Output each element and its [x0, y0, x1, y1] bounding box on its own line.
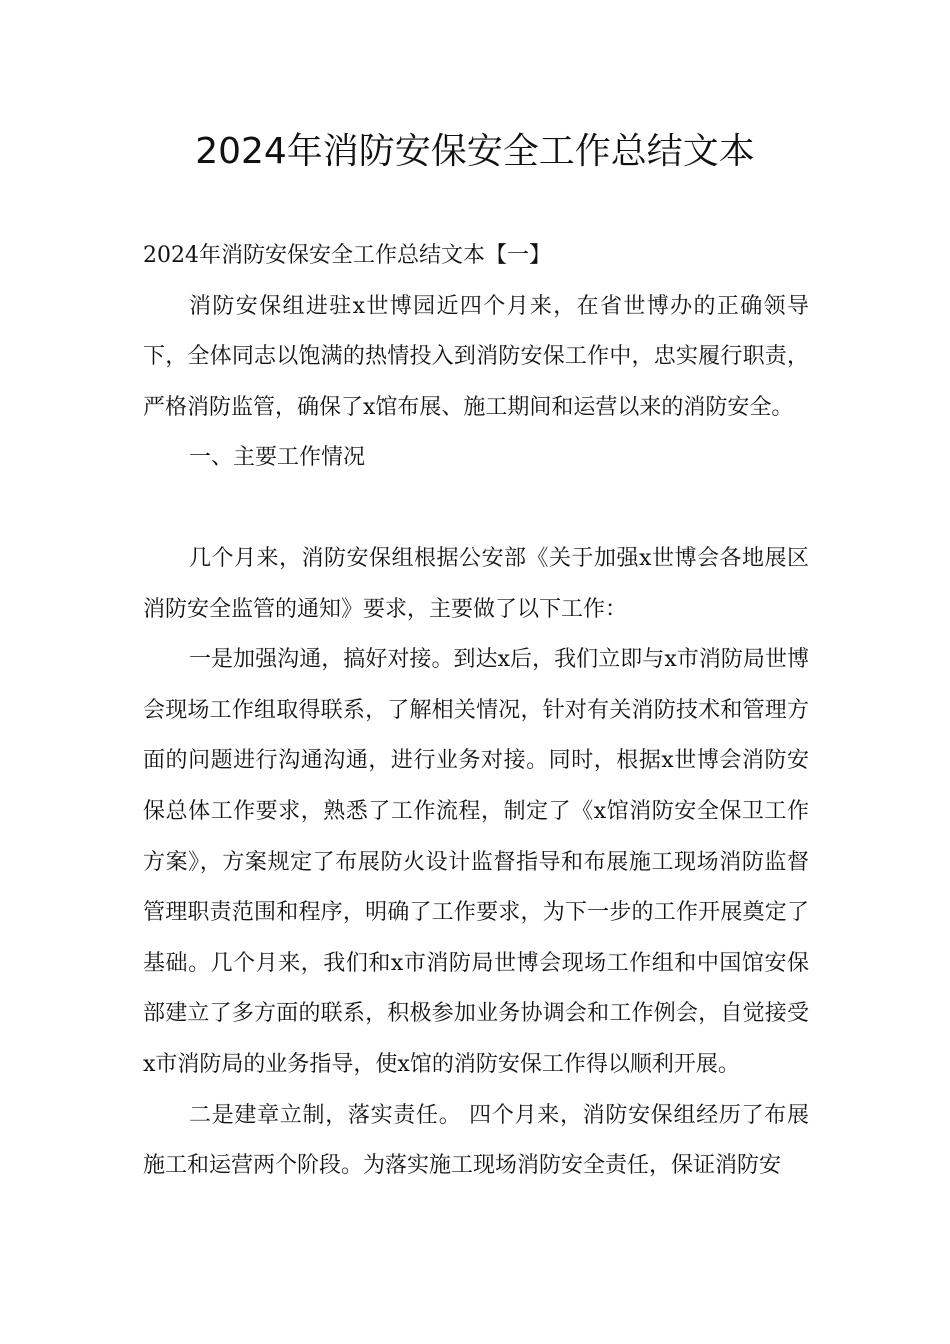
main-work-heading: 一、主要工作情况 [189, 445, 366, 471]
point-one-paragraph: 一是加强沟通，搞好对接。到达x后，我们立即与x市消防局世博会现场工作组取得联系，了解相关情况，针对有关消防技术和管理方面的问题进行沟通沟通，进行业务对接。同时，根据x世博会消防安保总体工作要求，熟悉了工作流程，制定了《x馆消防安全保卫工作方案》，方案规定了布展防火设计监督指导和布展施工现场消防监督管理职责范围和程序，明确了工作要求，为下一步的工作开展奠定了基础。几个月来，我们和x市消防局世博会现场工作组和中国馆安保部建立了多方面的联系，积极参加业务协调会和工作例会，自觉接受x市消防局的业务指导，使x馆的消防安保工作得以顺利开展。 [143, 647, 809, 1077]
intro-paragraph: 消防安保组进驻x世博园近四个月来，在省世博办的正确领导下，全体同志以饱满的热情投入到消防安保工作中，忠实履行职责，严格消防监管，确保了x馆布展、施工期间和运营以来的消防安全。 [143, 293, 809, 420]
overview-paragraph: 几个月来，消防安保组根据公安部《关于加强x世博会各地展区消防安全监管的通知》要求，主要做了以下工作： [143, 545, 809, 622]
paragraph-spacer [143, 484, 809, 534]
document-title: 2024年消防安保安全工作总结文本 [195, 131, 755, 172]
document-body [143, 231, 809, 1192]
point-two-paragraph: 二是建章立制，落实责任。 四个月来，消防安保组经历了布展施工和运营两个阶段。为落实施工现场消防安全责任，保证消防安 [143, 1102, 809, 1179]
section-heading: 2024年消防安保安全工作总结文本【一】 [143, 243, 551, 268]
